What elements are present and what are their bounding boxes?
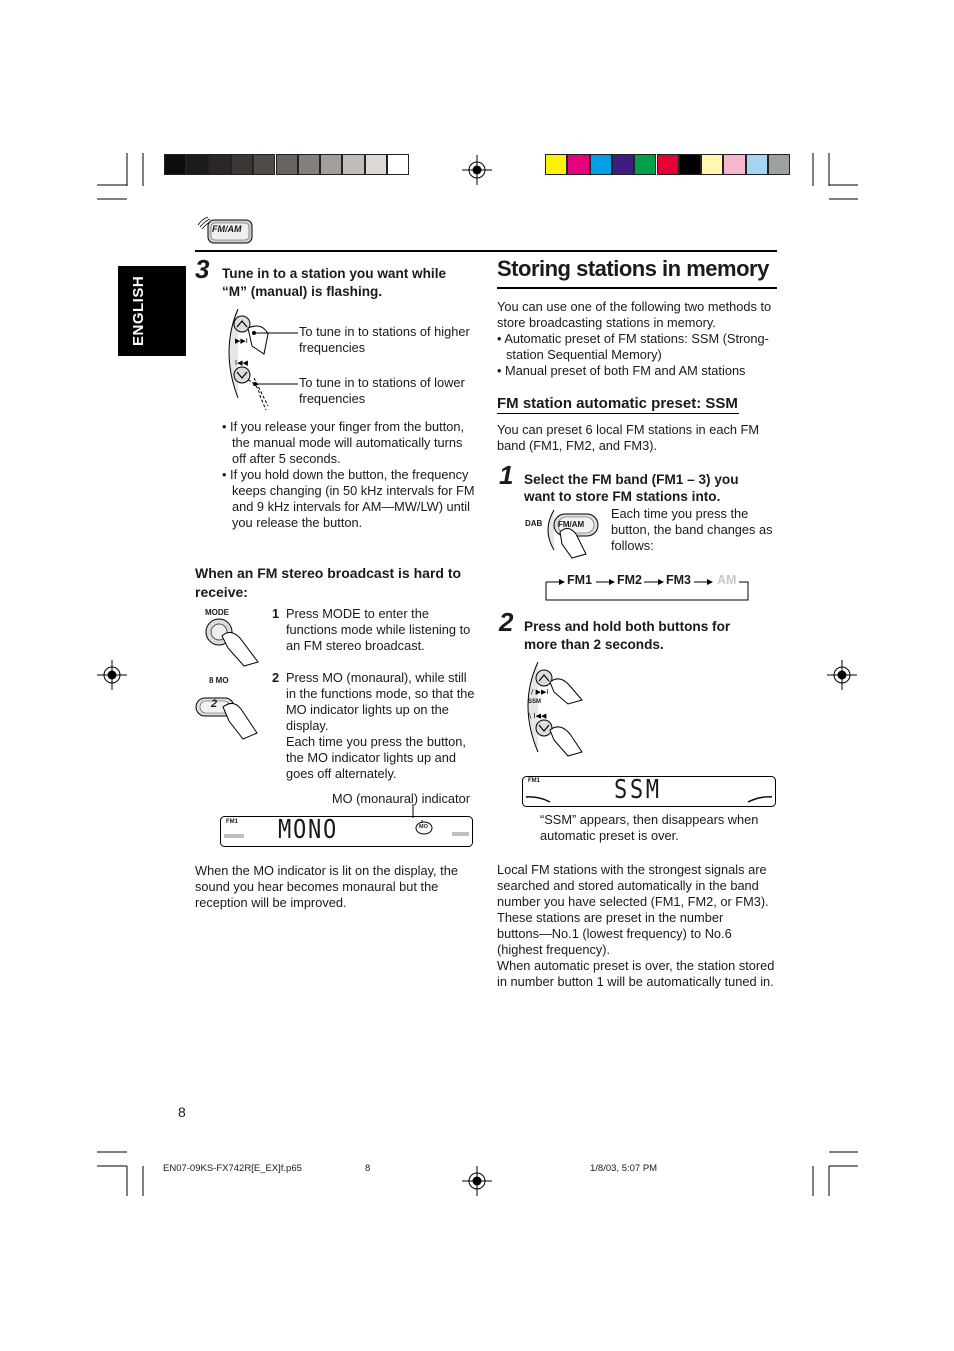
- ssm-display-band: FM1: [528, 778, 540, 784]
- graybar-swatch: [320, 154, 342, 175]
- ssm-display-text: SSM: [614, 775, 662, 805]
- colorbar-swatch: [657, 154, 679, 175]
- ssm-step2-heading: Press and hold both buttons for more than 2 seconds.: [524, 619, 731, 652]
- footer-date: 1/8/03, 5:07 PM: [590, 1163, 658, 1174]
- page-number: 8: [178, 1104, 186, 1120]
- ssm-intro: You can preset 6 local FM stations in each FM band (FM1, FM2, and FM3).: [497, 422, 759, 453]
- intro-text: You can use one of the following two methods to store broadcasting stations in memory. • Automatic preset of FM stations: SSM (Strong- station Sequential Memory) • Manual preset of both FM and AM stations: [497, 299, 772, 378]
- left-column-rule: [195, 250, 477, 252]
- footer-sheet: 8: [365, 1163, 371, 1174]
- language-tab-label: ENGLISH: [130, 275, 147, 346]
- graybar-swatch: [209, 154, 231, 175]
- ssm-step1-heading: Select the FM band (FM1 – 3) you want to store FM stations into.: [524, 472, 739, 504]
- mono-display-text: MONO: [278, 815, 339, 845]
- colorbar-swatch: [679, 154, 701, 175]
- step3-bullets: [222, 419, 482, 531]
- mo-indicator-badge: MO: [419, 824, 428, 830]
- mono-display-band: FM1: [226, 819, 238, 825]
- mode-button-label: MODE: [205, 608, 229, 617]
- language-tab: [118, 266, 186, 356]
- mo-indicator-leader: [412, 804, 422, 820]
- ssm-buttons-illustration: [520, 660, 590, 765]
- svg-text:▶▶I: ▶▶I: [235, 337, 248, 345]
- colorbar-swatch: [545, 154, 567, 175]
- footer-filename: EN07-09KS-FX742R[E_EX]f.p65: [163, 1163, 302, 1174]
- stereo-step2-number: 2: [272, 670, 280, 685]
- lower-freq-note: To tune in to stations of lower frequencies: [299, 375, 465, 406]
- graybar-swatch: [298, 154, 320, 175]
- tune-buttons-illustration: [218, 306, 308, 416]
- step3-heading: Tune in to a station you want while “M” (manual) is flashing.: [222, 266, 447, 299]
- stereo-step1-number: 1: [272, 606, 280, 621]
- step3-number: 3: [195, 254, 210, 284]
- ssm-button-label: SSM: [528, 699, 542, 705]
- graybar-swatch: [253, 154, 275, 175]
- colorbar-swatch: [567, 154, 589, 175]
- ssm-outro: Local FM stations with the strongest signals are searched and stored automatically in the band number you have selected (FM1, FM2, or FM3). These stations are preset in the number buttons—No.1 (lowest frequency) to No.6 (highest frequency). When automatic preset is over, the station stored in number button 1 will be automatically tuned in.: [497, 862, 775, 989]
- graybar-swatch: [342, 154, 364, 175]
- colorbar-swatch: [723, 154, 745, 175]
- mo-button-label: 8 MO: [209, 676, 229, 685]
- ssm-step1-number: 1: [499, 460, 514, 490]
- svg-text:I◀◀: I◀◀: [235, 359, 248, 367]
- ssm-display-caption: “SSM” appears, then disappears when automatic preset is over.: [540, 812, 759, 843]
- band-fm1: FM1: [567, 573, 592, 587]
- graybar-swatch: [231, 154, 253, 175]
- colorbar-swatch: [746, 154, 768, 175]
- graybar-swatch: [387, 154, 409, 175]
- svg-text:\ I◀◀: \ I◀◀: [529, 712, 547, 720]
- fm-am-button-icon: [196, 215, 256, 245]
- colorbar-swatch: [612, 154, 634, 175]
- band-fm3: FM3: [666, 573, 691, 587]
- ssm-step2-number: 2: [499, 607, 514, 637]
- colorbar-swatch: [590, 154, 612, 175]
- colorbar-swatch: [634, 154, 656, 175]
- graybar-swatch: [186, 154, 208, 175]
- bullet-release: • If you release your finger from the button, the manual mode will automatically turns off after 5 seconds.: [222, 419, 465, 466]
- band-am: AM: [717, 573, 737, 587]
- stereo-heading: When an FM stereo broadcast is hard to receive:: [195, 565, 462, 600]
- colorbar-swatch: [768, 154, 790, 175]
- mono-note: When the MO indicator is lit on the display, the sound you hear becomes monaural but the reception will be improved.: [195, 863, 458, 910]
- fm-am-icon-label: FM/AM: [212, 224, 242, 234]
- graybar-swatch: [365, 154, 387, 175]
- title-underline: [497, 287, 777, 289]
- mo-key-number: 2: [211, 698, 218, 710]
- mo-indicator-caption: MO (monaural) indicator: [332, 791, 470, 806]
- mode-button-illustration: [198, 616, 268, 668]
- dab-label: DAB: [525, 519, 543, 528]
- svg-text:/ ▶▶I: / ▶▶I: [531, 688, 549, 696]
- right-column-rule: [477, 250, 777, 252]
- mo-button-illustration: [195, 693, 265, 743]
- graybar-swatch: [276, 154, 298, 175]
- ssm-heading: FM station automatic preset: SSM: [497, 395, 738, 412]
- graybar-swatch: [164, 154, 186, 175]
- higher-freq-note: To tune in to stations of higher frequencies: [299, 324, 470, 355]
- band-change-note: Each time you press the button, the band changes as follows:: [611, 506, 773, 553]
- band-fm2: FM2: [617, 573, 642, 587]
- stereo-step1-text: Press MODE to enter the functions mode while listening to an FM stereo broadcast.: [286, 606, 471, 653]
- fm-am-select-illustration: [546, 508, 610, 556]
- page-title: Storing stations in memory: [497, 256, 769, 281]
- colorbar-swatch: [701, 154, 723, 175]
- mono-display: [220, 816, 473, 847]
- fm-am-button-label: FM/AM: [558, 520, 585, 529]
- ssm-display: [522, 776, 776, 807]
- bullet-hold: • If you hold down the button, the frequency keeps changing (in 50 kHz intervals for FM and 9 kHz intervals for AM—MW/LW) until you release the button.: [222, 467, 475, 530]
- ssm-heading-underline: [497, 413, 739, 414]
- stereo-step2-text: Press MO (monaural), while still in the functions mode, so that the MO indicator lights up on the display. Each time you press the button, the MO indicator lights up and goes off alternately.: [286, 670, 475, 781]
